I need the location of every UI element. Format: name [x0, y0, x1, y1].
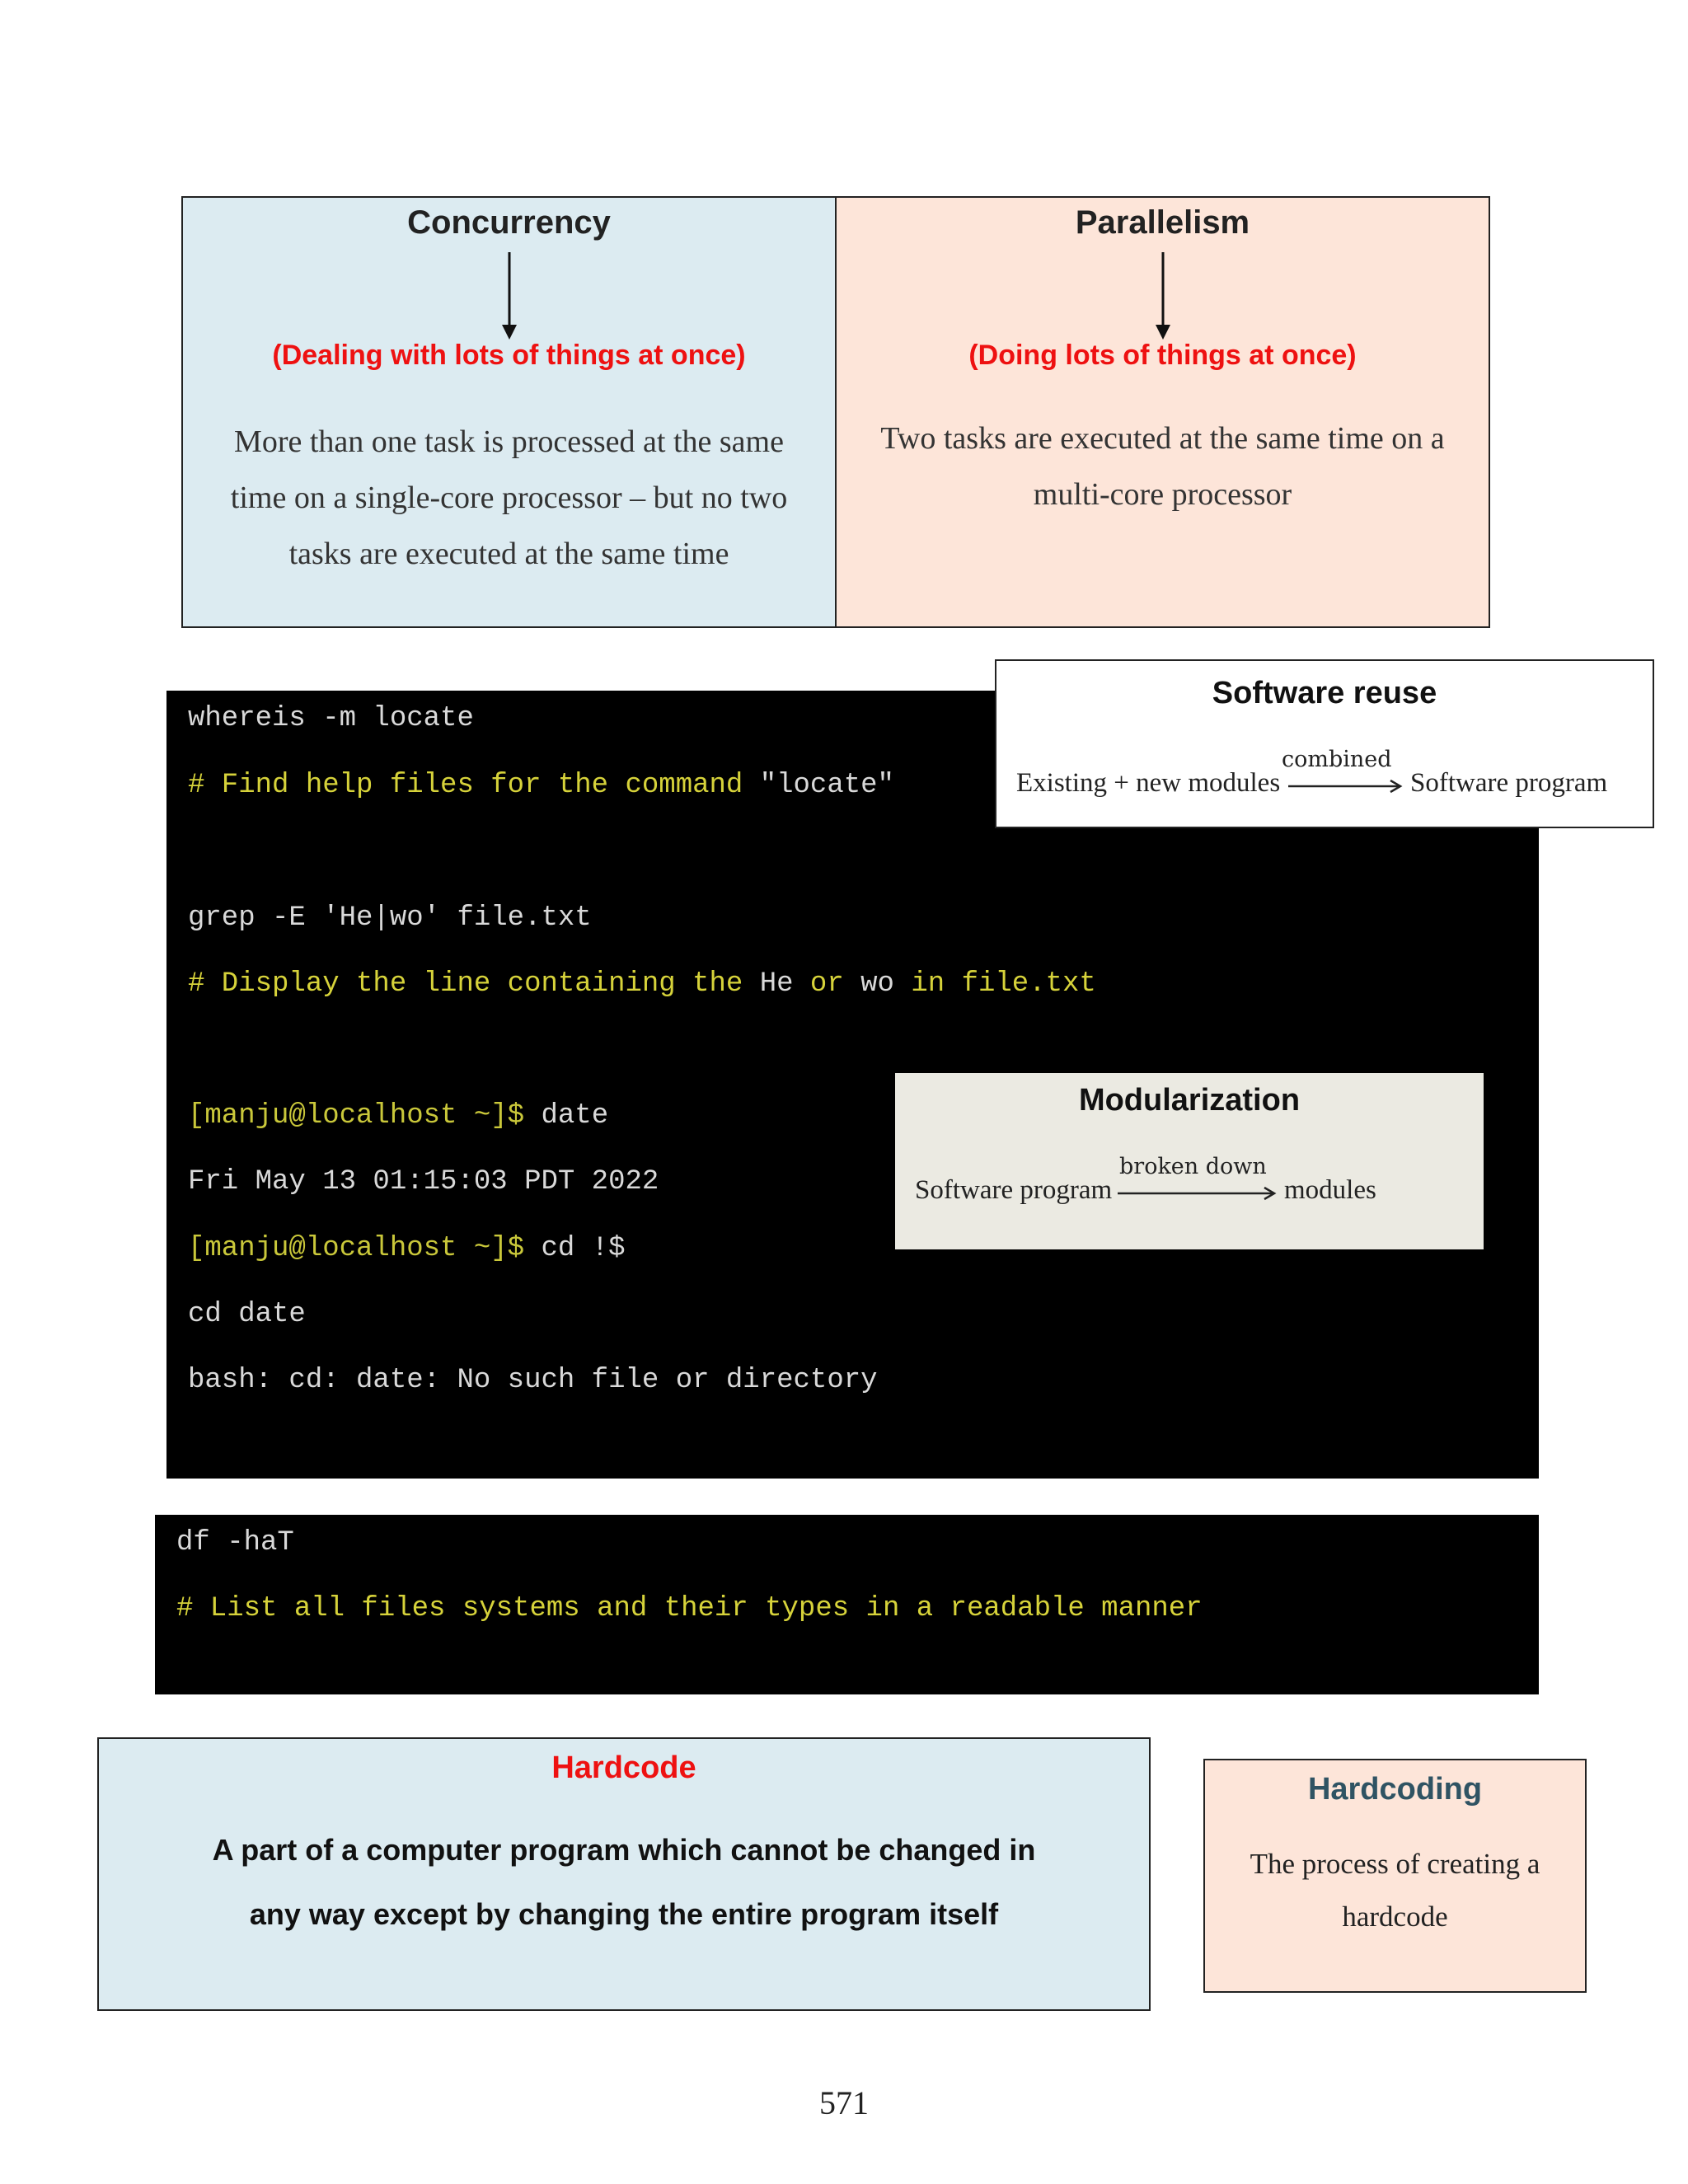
- down-arrow-icon: [497, 252, 522, 340]
- down-arrow-icon: [1151, 252, 1175, 340]
- hardcode-definition: [99, 1818, 1149, 1947]
- concurrency-line: time on a single-core processor – but no two: [230, 480, 788, 515]
- hardcoding-line: hardcode: [1342, 1900, 1448, 1933]
- page-number: 571: [819, 2084, 869, 2121]
- concurrency-subtitle: (Dealing with lots of things at once): [272, 340, 746, 371]
- modular-right-label: modules: [1284, 1175, 1376, 1205]
- terminal-comment: # List all files systems and their types in a readable manner: [176, 1593, 1203, 1624]
- reuse-arrow-label: combined: [1282, 747, 1392, 772]
- hardcoding-definition: [1205, 1838, 1585, 1943]
- right-arrow-icon: [1118, 1185, 1278, 1202]
- terminal-line: [188, 1232, 626, 1265]
- terminal-line: [188, 769, 894, 802]
- concurrency-parallelism-table: [181, 196, 1490, 628]
- concurrency-title: Concurrency: [407, 204, 611, 241]
- terminal-comment: in file.txt: [893, 968, 1096, 1000]
- shell-prompt: [manju@localhost ~]$: [188, 1100, 542, 1132]
- shell-prompt: [manju@localhost ~]$: [188, 1233, 542, 1264]
- hardcode-box: [97, 1737, 1151, 2011]
- terminal-line: [188, 1099, 608, 1132]
- terminal-block: [155, 1515, 1539, 1694]
- terminal-line: bash: cd: date: No such file or directory: [188, 1365, 878, 1396]
- terminal-line: Fri May 13 01:15:03 PDT 2022: [188, 1166, 659, 1197]
- hardcode-line: any way except by changing the entire program itself: [249, 1897, 999, 1931]
- terminal-line: df -haT: [176, 1527, 294, 1558]
- hardcoding-line: The process of creating a: [1250, 1848, 1540, 1880]
- software-reuse-box: [995, 659, 1654, 828]
- concurrency-line: More than one task is processed at the same: [234, 424, 784, 459]
- modular-left-label: Software program: [915, 1175, 1113, 1205]
- hardcode-title: Hardcode: [551, 1750, 696, 1785]
- terminal-text: wo: [860, 968, 894, 1000]
- parallelism-line: Two tasks are executed at the same time on a: [880, 421, 1445, 456]
- modular-arrow-label: broken down: [1119, 1154, 1267, 1179]
- terminal-string: "locate": [759, 770, 894, 801]
- hardcoding-title: Hardcoding: [1307, 1772, 1483, 1807]
- parallelism-cell: [837, 198, 1489, 626]
- terminal-comment: # Find help files for the command: [188, 770, 760, 801]
- parallelism-subtitle: (Doing lots of things at once): [968, 340, 1357, 371]
- terminal-line: grep -E 'He|wo' file.txt: [188, 902, 592, 934]
- terminal-command: cd !$: [541, 1233, 626, 1264]
- hardcoding-box: [1203, 1759, 1587, 1993]
- parallelism-line: multi-core processor: [1033, 477, 1292, 512]
- software-reuse-title: Software reuse: [1212, 676, 1437, 710]
- modularization-title: Modularization: [1078, 1083, 1301, 1118]
- modularization-box: [895, 1073, 1484, 1249]
- terminal-comment: # Display the line containing the: [188, 968, 760, 1000]
- reuse-right-label: Software program: [1410, 768, 1608, 798]
- right-arrow-icon: [1288, 778, 1404, 794]
- terminal-command: date: [541, 1100, 609, 1132]
- parallelism-title: Parallelism: [1075, 204, 1250, 241]
- reuse-left-label: Existing + new modules: [1016, 768, 1281, 798]
- hardcode-line: A part of a computer program which cannot be changed in: [212, 1833, 1036, 1867]
- terminal-line: [188, 968, 1096, 1001]
- terminal-line: cd date: [188, 1299, 306, 1330]
- terminal-line: whereis -m locate: [188, 703, 474, 734]
- parallelism-description: [861, 410, 1464, 523]
- concurrency-cell: [183, 198, 837, 626]
- concurrency-line: tasks are executed at the same time: [288, 537, 729, 571]
- terminal-comment: or: [793, 968, 861, 1000]
- terminal-text: He: [759, 968, 794, 1000]
- concurrency-description: [208, 414, 810, 582]
